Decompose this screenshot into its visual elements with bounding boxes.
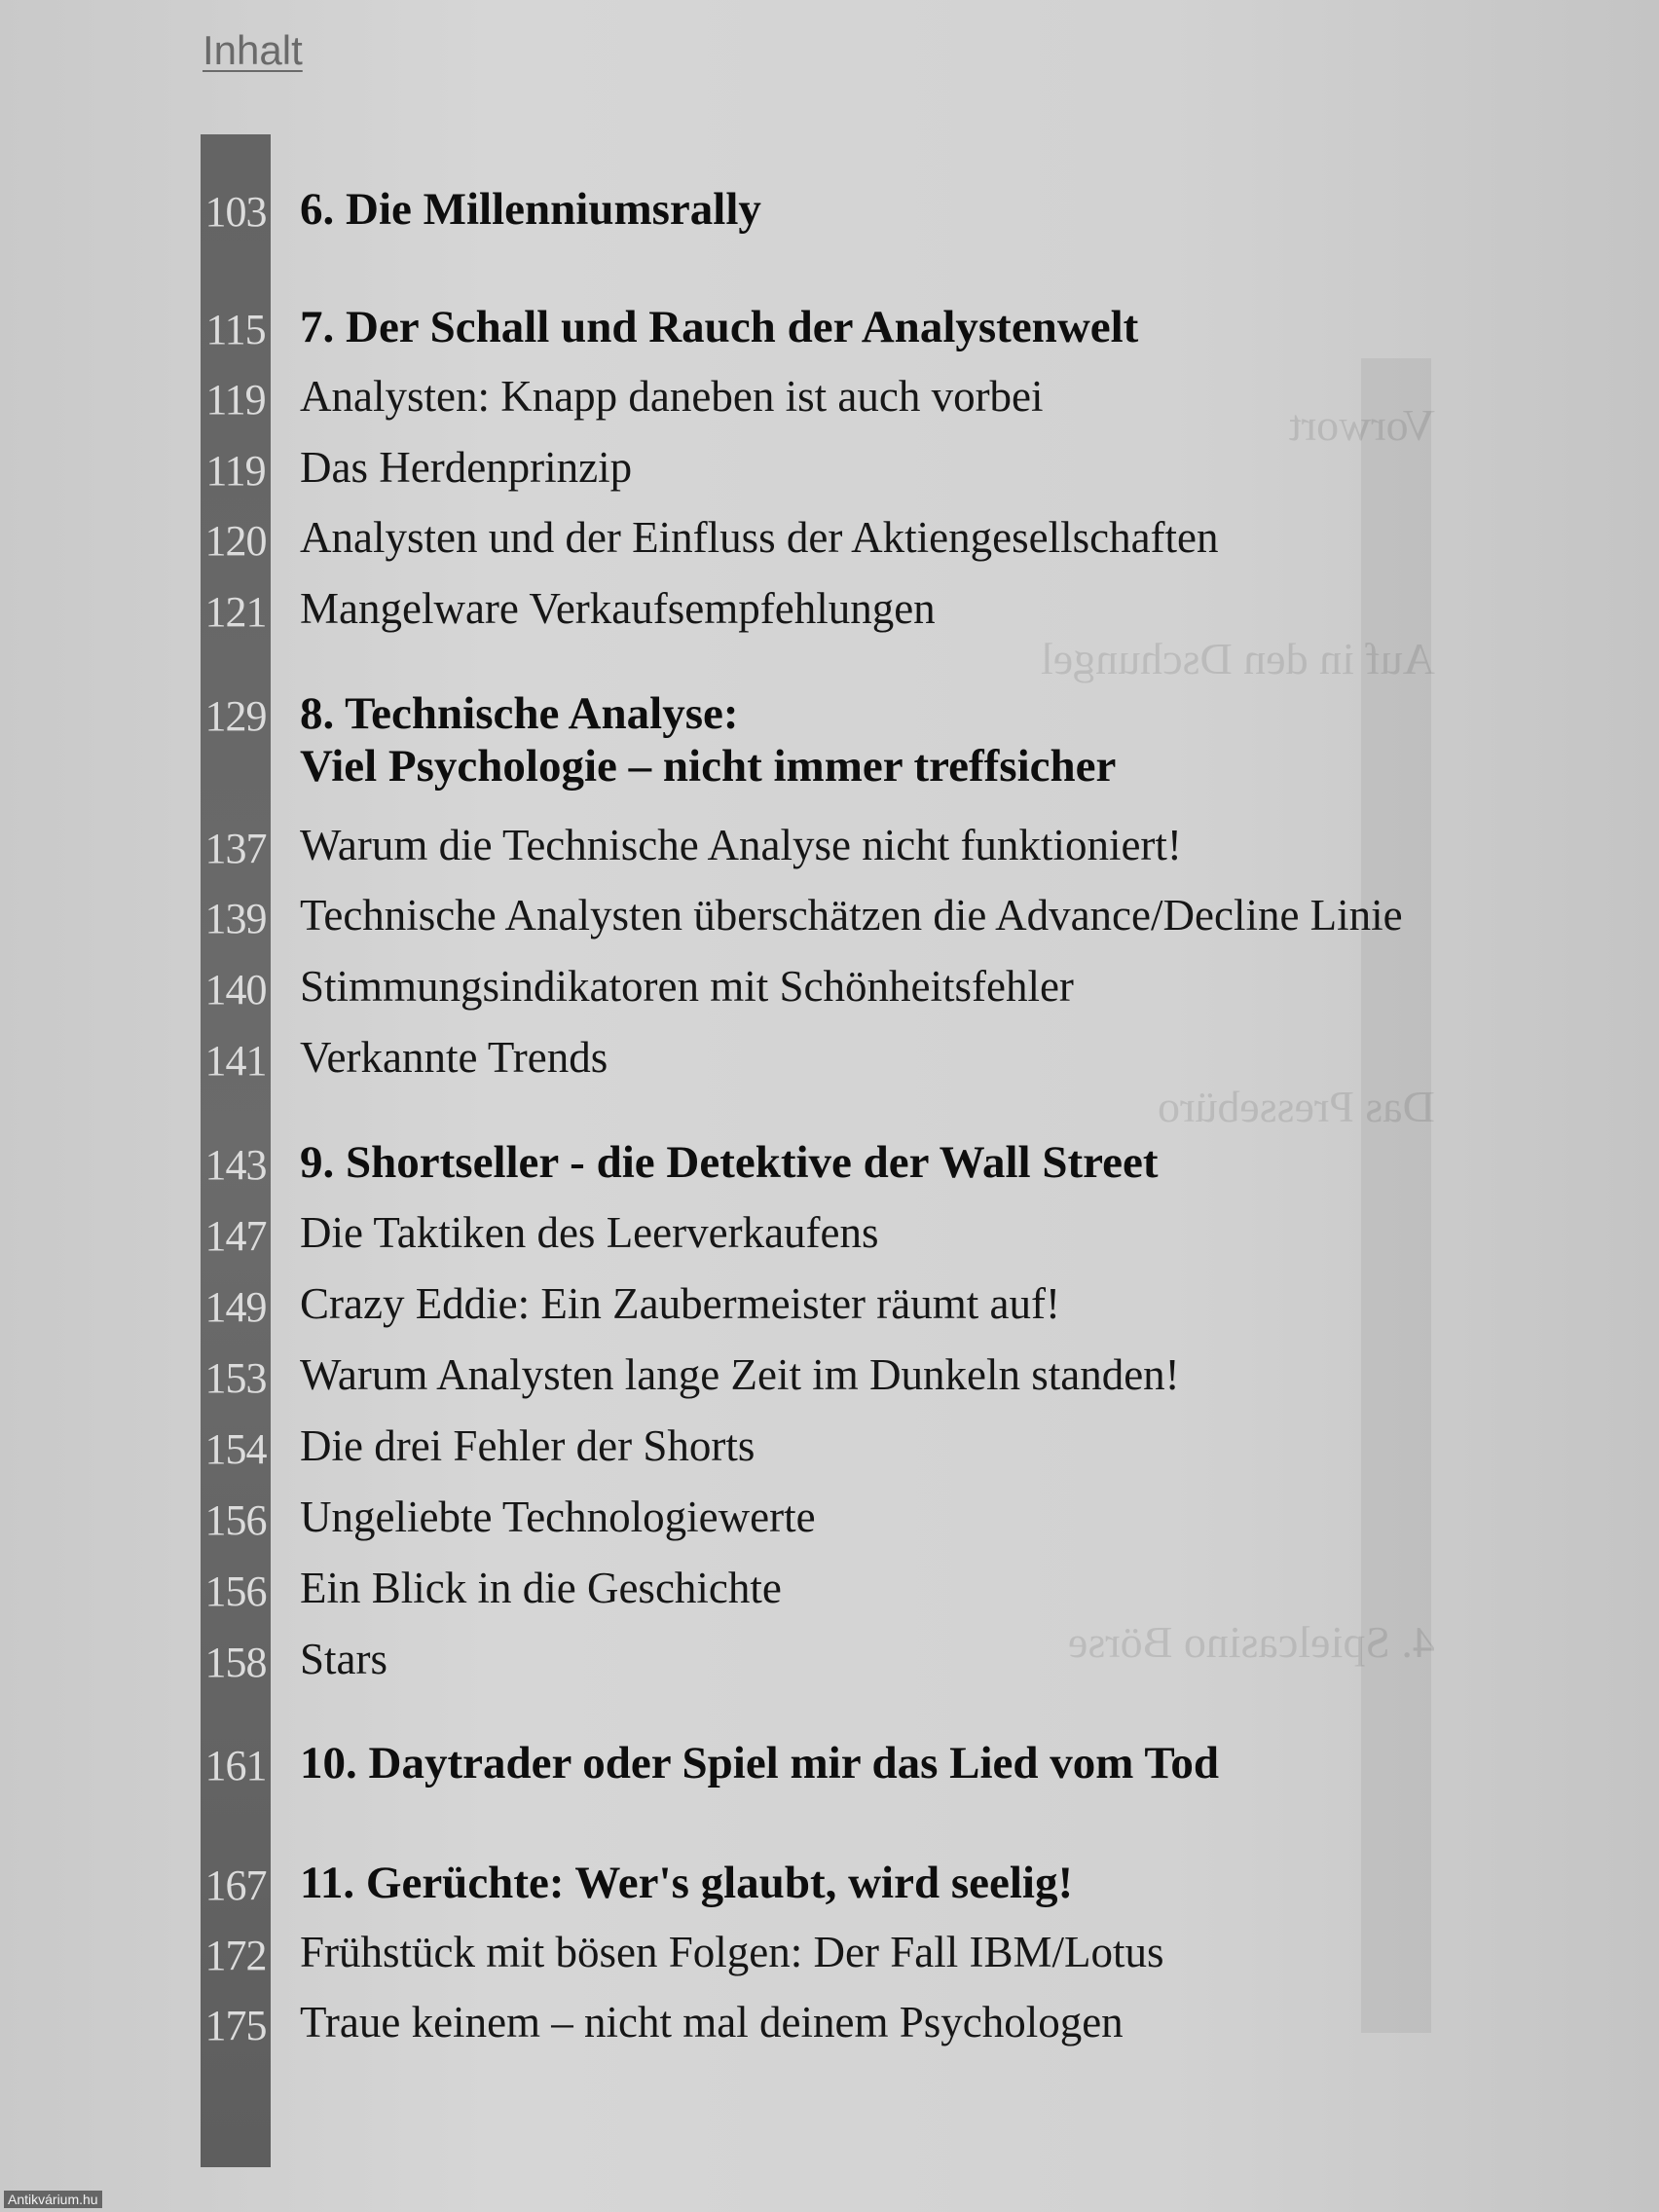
toc-title: Analysten und der Einfluss der Aktiengesellschaften bbox=[300, 513, 1219, 562]
toc-page-number: 129 bbox=[204, 692, 267, 740]
bleed-through-text: Vorwort bbox=[1289, 400, 1435, 450]
toc-chapter bbox=[0, 297, 1659, 365]
toc-page-number: 140 bbox=[204, 966, 267, 1014]
toc-title: Stimmungsindikatoren mit Schönheitsfehler bbox=[300, 962, 1074, 1011]
toc-title-line1: 8. Technische Analyse: bbox=[300, 688, 739, 739]
toc-page-number: 103 bbox=[204, 188, 267, 236]
toc-title: Analysten: Knapp daneben ist auch vorbei bbox=[300, 372, 1044, 421]
toc-title: Die Taktiken des Leerverkaufens bbox=[300, 1208, 879, 1257]
toc-chapter bbox=[0, 179, 1659, 247]
toc-entry bbox=[0, 1630, 1659, 1698]
toc-title-line2: Viel Psychologie – nicht immer treffsicher bbox=[300, 741, 1117, 792]
toc-chapter bbox=[0, 1733, 1659, 1801]
toc-entry bbox=[0, 957, 1659, 1025]
toc-title: Ein Blick in die Geschichte bbox=[300, 1564, 782, 1612]
toc-page-number: 161 bbox=[204, 1742, 267, 1789]
toc-title: Stars bbox=[300, 1635, 387, 1683]
toc-page-number: 137 bbox=[204, 825, 267, 872]
toc-page-number: 156 bbox=[204, 1567, 267, 1615]
toc-title: Warum die Technische Analyse nicht funktioniert! bbox=[300, 821, 1182, 869]
toc-page-number: 141 bbox=[204, 1037, 267, 1085]
toc-title: Frühstück mit bösen Folgen: Der Fall IBM/Lotus bbox=[300, 1928, 1164, 1976]
toc-title: 6. Die Millenniumsrally bbox=[300, 184, 761, 235]
toc-entry bbox=[0, 1028, 1659, 1096]
toc-entry bbox=[0, 1203, 1659, 1272]
toc-title: 7. Der Schall und Rauch der Analystenwelt bbox=[300, 302, 1139, 352]
toc-title: Mangelware Verkaufsempfehlungen bbox=[300, 584, 936, 633]
toc-page-number: 143 bbox=[204, 1141, 267, 1189]
toc-entry bbox=[0, 1346, 1659, 1414]
toc-page-number: 147 bbox=[204, 1212, 267, 1260]
toc-title: Die drei Fehler der Shorts bbox=[300, 1421, 756, 1470]
toc-title: 11. Gerüchte: Wer's glaubt, wird seelig! bbox=[300, 1858, 1074, 1908]
toc-title: 10. Daytrader oder Spiel mir das Lied vom Tod bbox=[300, 1738, 1220, 1788]
toc-page-number: 121 bbox=[204, 588, 267, 636]
toc-page-number: 156 bbox=[204, 1496, 267, 1544]
toc-title: Verkannte Trends bbox=[300, 1033, 608, 1082]
toc-entry bbox=[0, 1559, 1659, 1627]
toc-chapter bbox=[0, 1132, 1659, 1200]
toc-page-number: 139 bbox=[204, 895, 267, 942]
toc-page-number: 119 bbox=[205, 376, 266, 424]
toc-entry bbox=[0, 508, 1659, 576]
toc-page-number: 154 bbox=[204, 1425, 267, 1473]
toc-title: Warum Analysten lange Zeit im Dunkeln standen! bbox=[300, 1350, 1180, 1399]
toc-page-number: 172 bbox=[204, 1932, 267, 1979]
toc-entry bbox=[0, 438, 1659, 506]
toc-entry bbox=[0, 1993, 1659, 2061]
watermark: Antikvárium.hu bbox=[4, 2191, 102, 2208]
toc-title: 9. Shortseller - die Detektive der Wall Street bbox=[300, 1137, 1159, 1188]
toc-page-number: 153 bbox=[204, 1354, 267, 1402]
toc-title: Crazy Eddie: Ein Zaubermeister räumt auf! bbox=[300, 1279, 1060, 1328]
toc-title: Ungeliebte Technologiewerte bbox=[300, 1493, 816, 1541]
toc-entry bbox=[0, 579, 1659, 647]
toc-title: Traue keinem – nicht mal deinem Psychologen bbox=[300, 1998, 1124, 2046]
page-header: Inhalt bbox=[203, 27, 303, 73]
toc-page-number: 119 bbox=[205, 447, 266, 495]
toc-title bbox=[300, 687, 1116, 793]
toc-entry bbox=[0, 1488, 1659, 1556]
toc-page-number: 149 bbox=[204, 1283, 267, 1331]
toc-entry bbox=[0, 1923, 1659, 1991]
toc-chapter bbox=[0, 1853, 1659, 1921]
toc-page-number: 175 bbox=[204, 2002, 267, 2049]
toc-entry bbox=[0, 367, 1659, 435]
bleed-through-text: Auf in den Dschungel bbox=[1041, 634, 1435, 683]
toc-page-number: 158 bbox=[204, 1639, 267, 1686]
toc-entry bbox=[0, 886, 1659, 954]
toc-entry bbox=[0, 1274, 1659, 1343]
toc-title: Das Herdenprinzip bbox=[300, 443, 633, 492]
toc-page-number: 115 bbox=[205, 306, 266, 353]
toc-entry bbox=[0, 816, 1659, 884]
toc-entry bbox=[0, 1417, 1659, 1485]
toc-page-number: 120 bbox=[204, 517, 267, 565]
bleed-through-text: Das Pressebüro bbox=[1158, 1082, 1435, 1131]
bleed-through-text: 4. Spielcasino Börse bbox=[1068, 1617, 1435, 1667]
toc-page-number: 167 bbox=[204, 1862, 267, 1909]
toc-title: Technische Analysten überschätzen die Advance/Decline Linie bbox=[300, 891, 1403, 940]
toc-chapter bbox=[0, 683, 1659, 810]
